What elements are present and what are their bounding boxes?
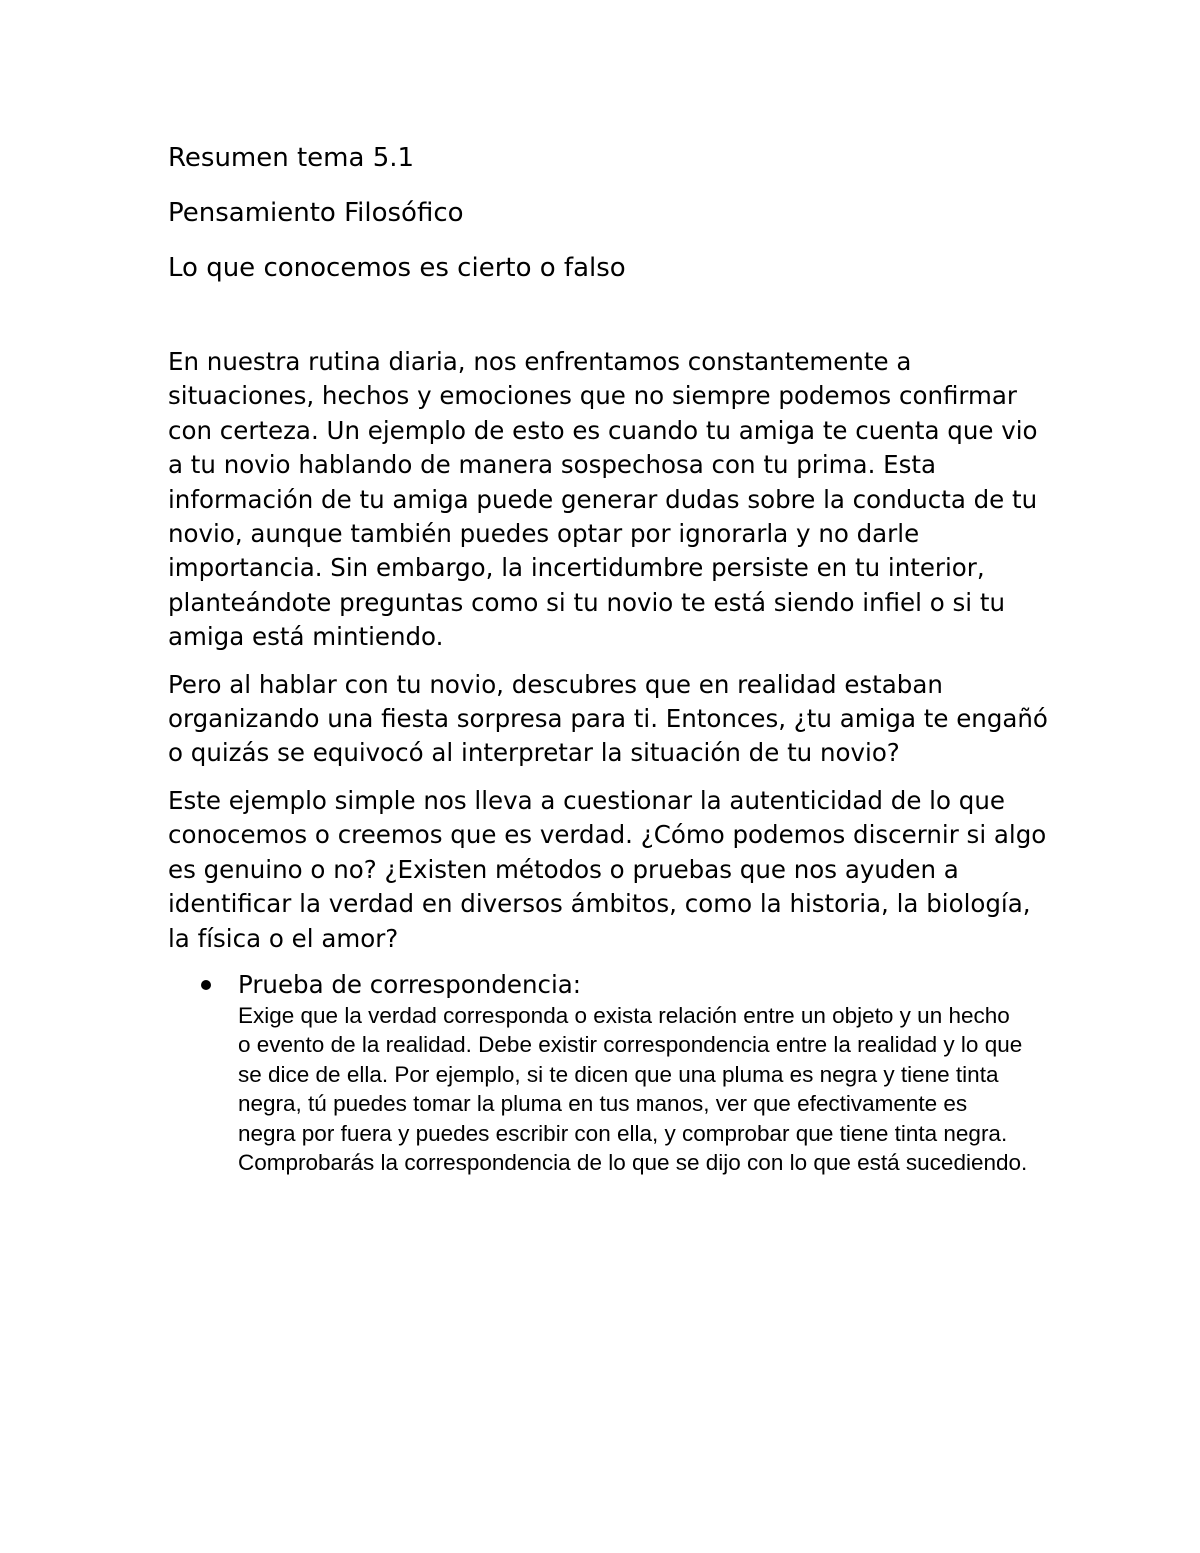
heading-spacer (168, 287, 1048, 345)
bullet-icon (201, 980, 211, 990)
document-title: Resumen tema 5.1 (168, 143, 415, 173)
document-subject: Pensamiento Filosófico (168, 198, 464, 228)
document-topic: Lo que conocemos es cierto o falso (168, 253, 626, 283)
bullet-body: Exige que la verdad corresponda o exista relación entre un objeto y un hecho o evento de la realidad. Debe existir correspondencia entre la realidad y lo que se dice de ella. Por ejemplo, si te dicen que una pluma es negra y tiene tinta negra, tú puedes tomar la pluma en tus manos, ver que efectivamente es negra por fuera y puedes escribir con ella, y comprobar que tiene tinta negra. Comprobarás la correspondencia de lo que se dijo con lo que está sucediendo. (238, 1002, 1028, 1175)
bullet-list (168, 969, 1048, 1177)
paragraph: Pero al hablar con tu novio, descubres que en realidad estaban organizando una fiesta sorpresa para ti. Entonces, ¿tu amiga te engañó o quizás se equivocó al interpretar la situación de tu novio? (168, 669, 1048, 768)
list-item (168, 969, 1048, 1177)
paragraph: En nuestra rutina diaria, nos enfrentamos constantemente a situaciones, hechos y emociones que no siempre podemos confirmar con certeza. Un ejemplo de esto es cuando tu amiga te cuenta que vio a tu novio hablando de manera sospechosa con tu prima. Esta información de tu amiga puede generar dudas sobre la conducta de tu novio, aunque también puedes optar por ignorarla y no darle importancia. Sin embargo, la incertidumbre persiste en tu interior, planteándote preguntas como si tu novio te está siendo infiel o si tu amiga está mintiendo. (168, 347, 1038, 652)
bullet-title: Prueba de correspondencia: (238, 969, 582, 999)
document-content (168, 139, 1048, 1177)
paragraph: Este ejemplo simple nos lleva a cuestionar la autenticidad de lo que conocemos o creemos que es verdad. ¿Cómo podemos discernir si algo es genuino o no? ¿Existen métodos o pruebas que nos ayuden a identificar la verdad en diversos ámbitos, como la historia, la biología, la física o el amor? (168, 785, 1047, 953)
